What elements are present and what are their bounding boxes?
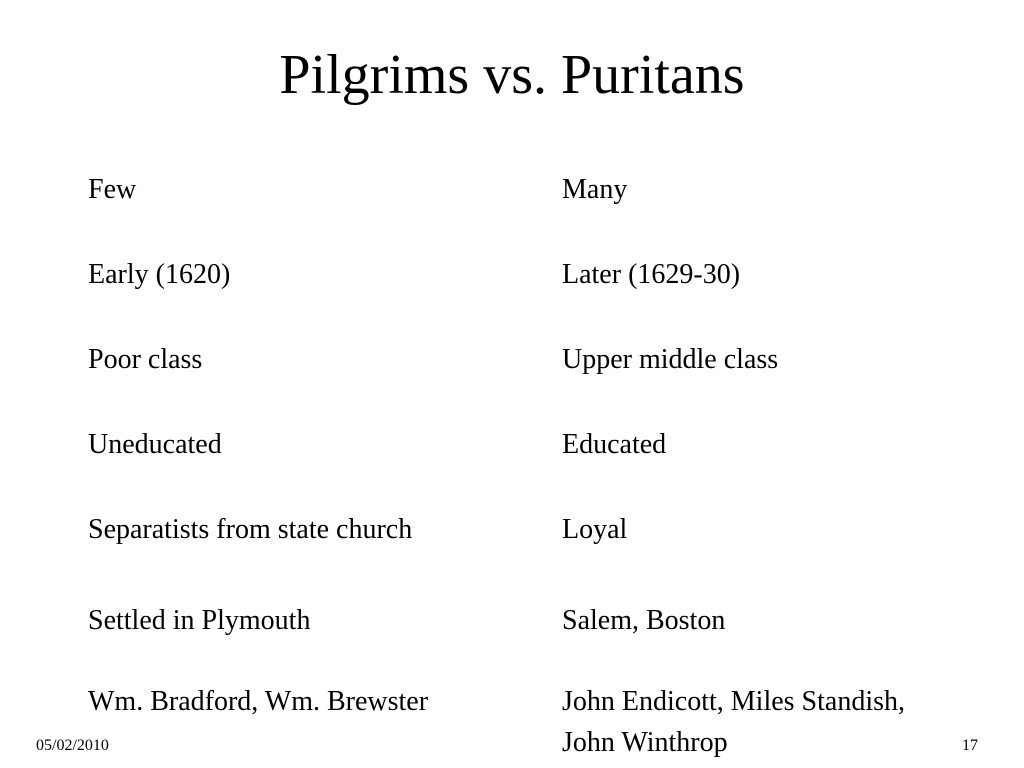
puritans-cell-7-line-2: John Winthrop bbox=[562, 727, 728, 758]
puritans-cell-7: John Endicott, Miles Standish, bbox=[562, 686, 905, 717]
puritans-cell-4: Educated bbox=[562, 429, 667, 460]
puritans-cell-1: Many bbox=[562, 174, 628, 205]
footer-date: 05/02/2010 bbox=[36, 737, 109, 754]
puritans-cell-2: Later (1629-30) bbox=[562, 259, 741, 290]
pilgrims-cell-2: Early (1620) bbox=[88, 259, 231, 290]
pilgrims-cell-5: Separatists from state church bbox=[88, 514, 413, 545]
pilgrims-cell-6: Settled in Plymouth bbox=[88, 605, 311, 636]
puritans-cell-5: Loyal bbox=[562, 514, 628, 545]
slide-title: Pilgrims vs. Puritans bbox=[279, 44, 745, 106]
puritans-cell-3: Upper middle class bbox=[562, 344, 779, 375]
pilgrims-cell-7: Wm. Bradford, Wm. Brewster bbox=[88, 686, 429, 717]
pilgrims-cell-1: Few bbox=[88, 174, 137, 205]
pilgrims-cell-4: Uneducated bbox=[88, 429, 222, 460]
pilgrims-cell-3: Poor class bbox=[88, 344, 203, 375]
page-number: 17 bbox=[962, 737, 978, 754]
puritans-cell-6: Salem, Boston bbox=[562, 605, 726, 636]
